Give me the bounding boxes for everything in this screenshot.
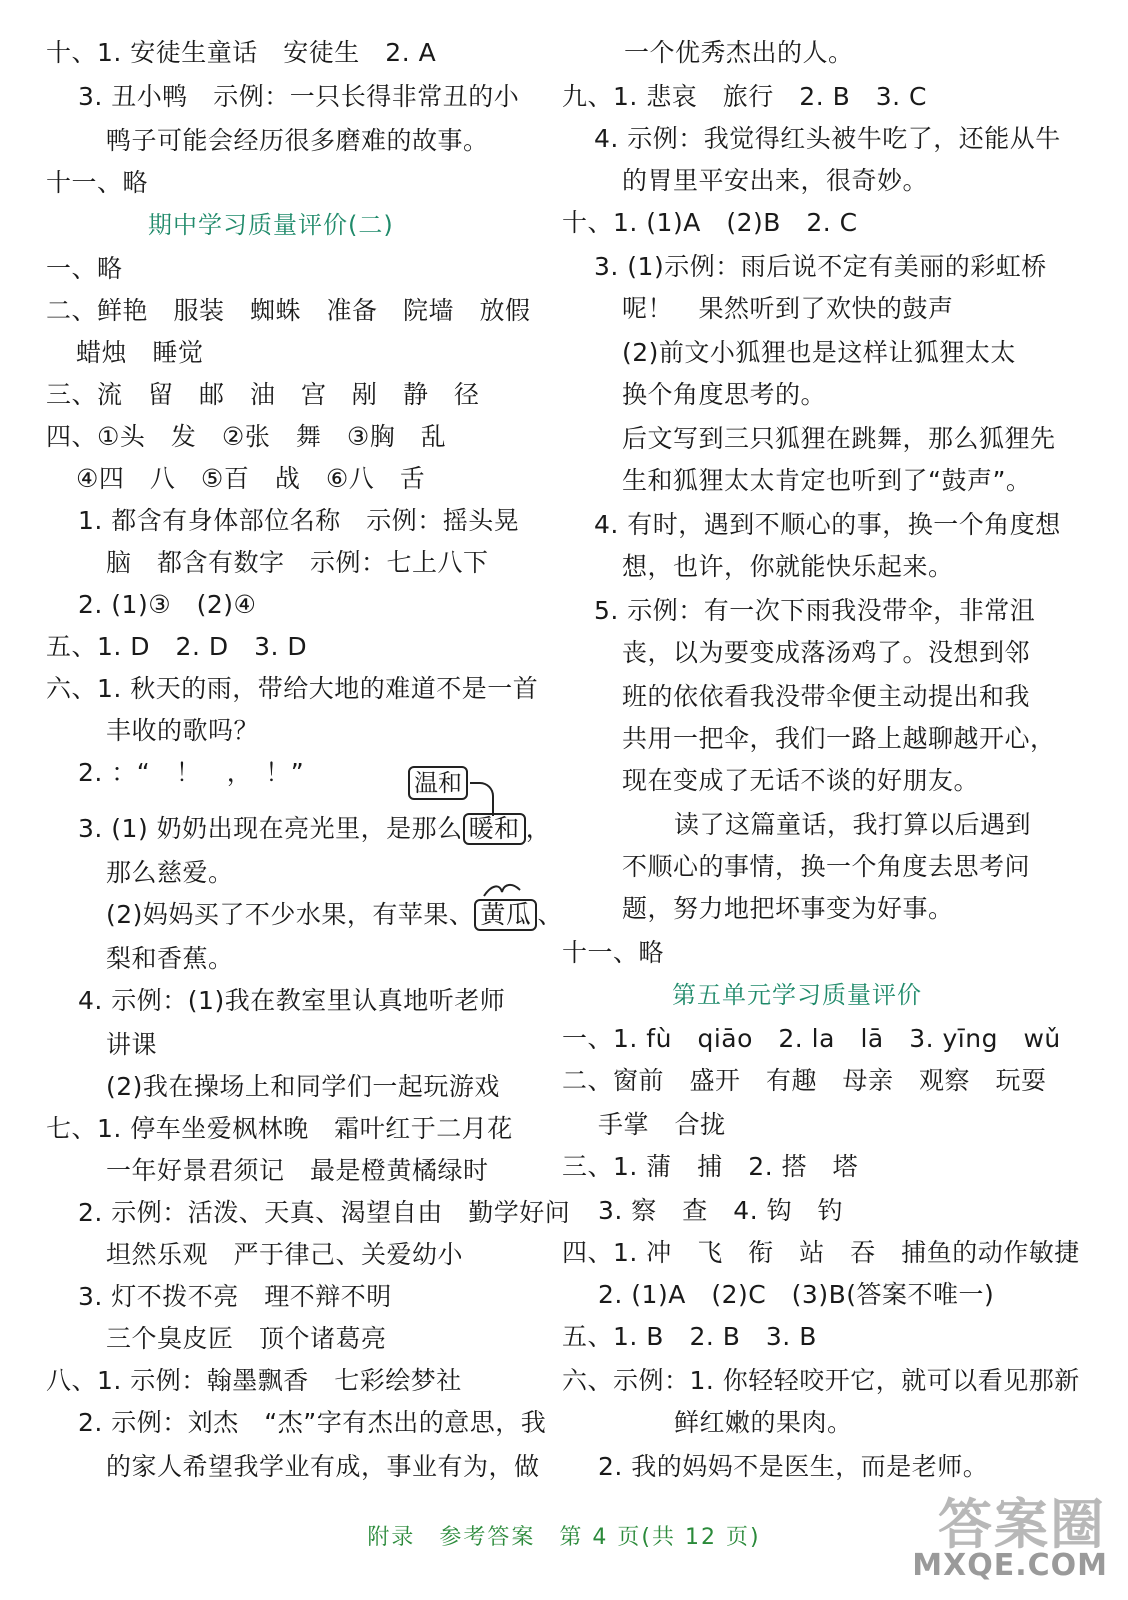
- answer-line: 2. 示例：刘杰 “杰”字有杰出的意思，我: [78, 1408, 547, 1437]
- answer-line: 3. (1)示例：雨后说不定有美丽的彩虹桥: [594, 252, 1047, 281]
- answer-line: 一、略: [46, 254, 123, 283]
- answer-line: [78, 812, 551, 846]
- answer-line: 十一、略: [46, 168, 149, 197]
- correction-connector: [470, 782, 494, 816]
- answer-line: 读了这篇童话，我打算以后遇到: [674, 810, 1032, 839]
- answer-line: 七、1. 停车坐爱枫林晚 霜叶红于二月花: [46, 1114, 513, 1143]
- answer-line: 鲜红嫩的果肉。: [674, 1408, 853, 1437]
- answer-line: 现在变成了无话不谈的好朋友。: [622, 766, 980, 795]
- answer-line: 六、1. 秋天的雨，带给大地的难道不是一首: [46, 674, 539, 703]
- answer-text: (2)妈妈买了不少水果，有苹果、: [106, 900, 475, 929]
- answer-line: 十一、略: [562, 938, 665, 967]
- answer-line: 的胃里平安出来，很奇妙。: [622, 166, 929, 195]
- answer-line: 鸭子可能会经历很多磨难的故事。: [106, 126, 489, 155]
- corrected-word-box: 暖和: [463, 813, 526, 845]
- answer-line: 九、1. 悲哀 旅行 2. B 3. C: [562, 82, 928, 111]
- watermark-logo: 答案圈: [938, 1493, 1106, 1556]
- answer-line: [106, 898, 563, 932]
- answer-line: 5. 示例：有一次下雨我没带伞，非常沮: [594, 596, 1036, 625]
- answer-line: 三、流 留 邮 油 宫 剐 静 径: [46, 380, 480, 409]
- answer-line: 想，也许，你就能快乐起来。: [622, 552, 954, 581]
- answer-line: 手掌 合拢: [598, 1110, 726, 1139]
- section-heading: 第五单元学习质量评价: [672, 981, 922, 1009]
- answer-line: 脑 都含有数字 示例：七上八下: [106, 548, 489, 577]
- answer-line: 4. 有时，遇到不顺心的事，换一个角度想: [594, 510, 1061, 539]
- answer-line: 三、1. 蒲 捕 2. 搭 塔: [562, 1152, 859, 1181]
- answer-line: 不顺心的事情，换一个角度去思考问: [622, 852, 1031, 881]
- answer-line: (2)我在操场上和同学们一起玩游戏: [106, 1072, 500, 1101]
- answer-line: 呢！ 果然听到了欢快的鼓声: [622, 294, 954, 323]
- answer-text: 、: [537, 900, 563, 929]
- answer-line: 六、示例：1. 你轻轻咬开它，就可以看见那新: [562, 1366, 1080, 1395]
- answer-line: 丧，以为要变成落汤鸡了。没想到邻: [622, 638, 1031, 667]
- answer-line: 4. 示例：我觉得红头被牛吃了，还能从牛: [594, 124, 1061, 153]
- answer-line: 1. 都含有身体部位名称 示例：摇头晃: [78, 506, 520, 535]
- answer-line: 生和狐狸太太肯定也听到了“鼓声”。: [622, 466, 1032, 495]
- answer-line: 五、1. D 2. D 3. D: [46, 632, 308, 661]
- answer-line: 2. ：“ ！ ， ！”: [78, 758, 305, 787]
- answer-line: 五、1. B 2. B 3. B: [562, 1322, 817, 1351]
- answer-text: ，: [525, 814, 552, 843]
- answer-line: 3. 察 查 4. 钩 钓: [598, 1196, 844, 1225]
- answer-line: 四、1. 冲 飞 衔 站 吞 捕鱼的动作敏捷: [562, 1238, 1080, 1267]
- answer-line: 蜡烛 睡觉: [76, 338, 204, 367]
- answer-line: 一、1. fù qiāo 2. la lā 3. yīng wǔ: [562, 1024, 1061, 1053]
- answer-line: ④四 八 ⑤百 战 ⑥八 舌: [76, 464, 426, 493]
- answer-line: 八、1. 示例：翰墨飘香 七彩绘梦社: [46, 1366, 462, 1395]
- answer-line: (2)前文小狐狸也是这样让狐狸太太: [622, 338, 1016, 367]
- answer-line: 讲课: [106, 1030, 158, 1059]
- answer-line: 一个优秀杰出的人。: [624, 38, 854, 67]
- answer-line: 十、1. 安徒生童话 安徒生 2. A: [46, 38, 437, 67]
- answer-line: 4. 示例：(1)我在教室里认真地听老师: [78, 986, 506, 1015]
- answer-line: 换个角度思考的。: [622, 380, 827, 409]
- answer-line: 共用一把伞，我们一路上越聊越开心，: [622, 724, 1056, 753]
- answer-line: 后文写到三只狐狸在跳舞，那么狐狸先: [622, 424, 1056, 453]
- answer-line: 班的依依看我没带伞便主动提出和我: [622, 682, 1031, 711]
- answer-line: 那么慈爱。: [106, 858, 234, 887]
- answer-line: 题，努力地把坏事变为好事。: [622, 894, 954, 923]
- answer-line: 2. (1)A (2)C (3)B(答案不唯一): [598, 1280, 995, 1309]
- correction-annotation: 温和: [408, 766, 468, 800]
- answer-line: 的家人希望我学业有成，事业有为，做: [106, 1452, 540, 1481]
- answer-line: 二、窗前 盛开 有趣 母亲 观察 玩耍: [562, 1066, 1047, 1095]
- section-heading: 期中学习质量评价(二): [148, 211, 394, 239]
- answer-line: 3. 灯不拨不亮 理不辩不明: [78, 1282, 392, 1311]
- answer-line: 三个臭皮匠 顶个诸葛亮: [106, 1324, 387, 1353]
- answer-line: 十、1. (1)A (2)B 2. C: [562, 208, 858, 237]
- corrected-word-box: 黄瓜: [474, 899, 537, 931]
- answer-line: 3. 丑小鸭 示例：一只长得非常丑的小: [78, 82, 520, 111]
- answer-line: 2. 我的妈妈不是医生，而是老师。: [598, 1452, 989, 1481]
- watermark-url: MXQE.COM: [912, 1548, 1108, 1583]
- answer-line: 二、鲜艳 服装 蜘蛛 准备 院墙 放假: [46, 296, 531, 325]
- answer-line: 四、①头 发 ②张 舞 ③胸 乱: [46, 422, 447, 451]
- answer-text: 3. (1) 奶奶出现在亮光里，是那么: [78, 814, 463, 843]
- answer-line: 2. (1)③ (2)④: [78, 590, 257, 619]
- answer-line: 2. 示例：活泼、天真、渴望自由 勤学好问: [78, 1198, 571, 1227]
- page-footer: 附录 参考答案 第 4 页(共 12 页): [367, 1525, 761, 1550]
- answer-line: 丰收的歌吗？: [106, 716, 260, 745]
- answer-line: 坦然乐观 严于律己、关爱幼小: [106, 1240, 464, 1269]
- answer-line: 梨和香蕉。: [106, 944, 234, 973]
- answer-line: 一年好景君须记 最是橙黄橘绿时: [106, 1156, 489, 1185]
